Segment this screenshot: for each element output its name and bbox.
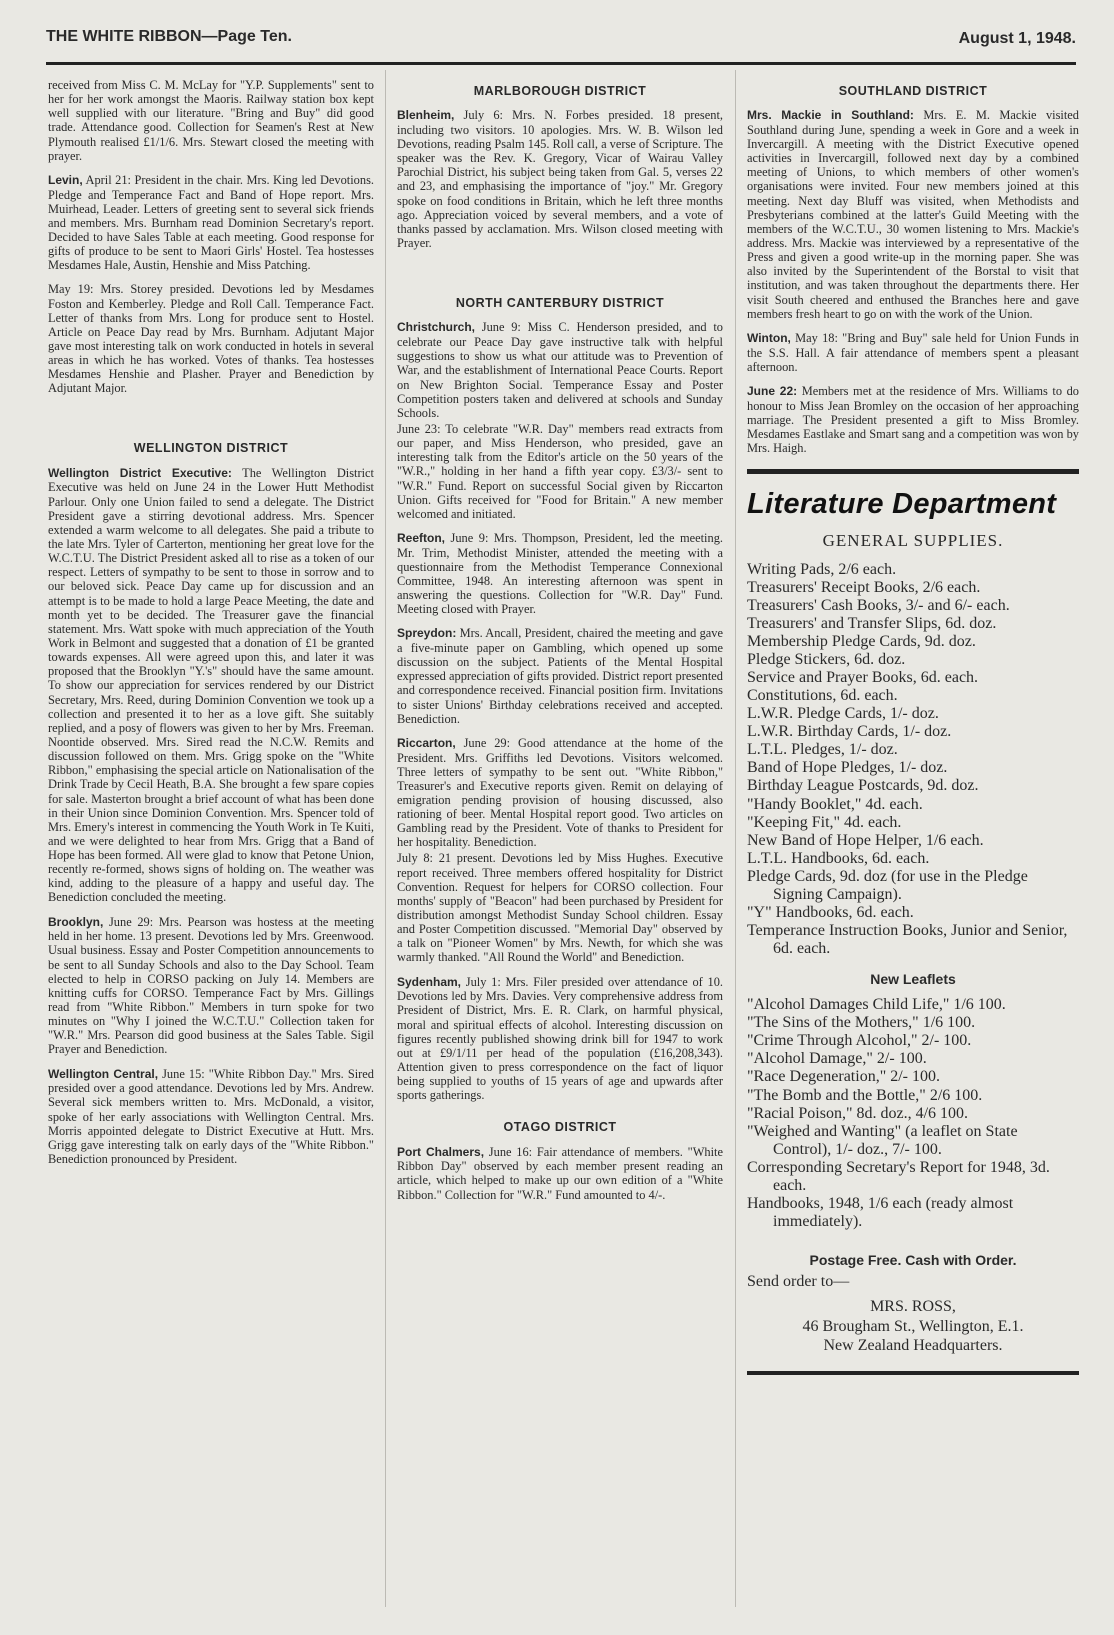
report-port-chalmers	[397, 1145, 723, 1202]
list-item: Handbooks, 1948, 1/6 each (ready almost immediately).	[747, 1195, 1014, 1231]
report-mackie	[747, 108, 1079, 321]
report-name: Christchurch,	[397, 320, 476, 335]
report-winton	[747, 331, 1079, 374]
report-name: Sydenham,	[397, 974, 462, 989]
report-name: Wellington Central,	[48, 1066, 159, 1081]
column-divider	[385, 70, 386, 1607]
report-christchurch	[397, 320, 723, 420]
report-text: June 9: Miss C. Henderson presided, and to celebrate our Peace Day gave instructive talk with helpful suggestions to show us what our attitude was to Prevention of War, and the establishment of International Peace Courts. Report on New Brighton Social. Temperance Essay and Poster Competition posters taken and delivered at schools and Sunday Schools.	[397, 320, 723, 420]
list-item: New Band of Hope Helper, 1/6 each.	[747, 831, 984, 849]
list-item: Pledge Stickers, 6d. doz.	[747, 650, 906, 668]
district-heading: WELLINGTON DISTRICT	[133, 441, 289, 456]
report-june22	[747, 384, 1079, 455]
report-name: Mrs. Mackie in Southland:	[747, 108, 914, 123]
list-item: L.W.R. Pledge Cards, 1/- doz.	[747, 705, 939, 723]
report-text: July 1: Mrs. Filer presided over attendance of 10. Devotions led by Mrs. Davies. Very comprehensive address from President of District, Mrs. E. R. Clark, on harmful physical, moral and spiritual effects of alcohol. Interesting discussion on figures recently published showing drink bill for 1947 to work out at £9/1/11 per head of the population (£16,208,343). Attention given to press correspondence on the fact of liquor being supplied to youths of 15 years of age and upwards after sports gatherings.	[397, 974, 723, 1103]
report-blenheim	[397, 108, 723, 250]
report-text: The Wellington District Executive was held on June 24 in the Lower Hutt Methodist Parlour. Only one Union failed to send a delegate. The District President gave a stirring devotional address. Mrs. Spencer extended a warm welcome to all delegates. She paid a tribute to the late Mrs. Tyler of Carterton, mentioning her great love for the W.C.T.U. The District President asked all to rise as a token of our respect. Letters of sympathy to be sent to those in sorrow and to our beloved sick. Peace Day came up for discussion and an attempt is to be made to hold a large Peace Meeting, the date and month yet to be decided. The Treasurer gave the financial statement. Mrs. Watt spoke with much appreciation of the Youth Work in Belmont and suggested that a donation of £1 be granted towards expenses. All were agreed upon this, and later it was proposed that the Brooklyn "Y.'s" should have the same amount. To show our appreciation for services rendered by our District Secretary, Mrs. Reed, during Dominion Convention we took up a collection and presented it to her as a love gift. She suitably replied, and a posy of flowers was given to her by Mrs. Freeman. Noontide observed. Mrs. Sired read the N.C.W. Remits and discussion followed on them. Mrs. Grigg spoke on the "White Ribbon," emphasising the special article on Nationalisation of the Drink Trade by Cecil Heath, B.A. She brought a few spare copies for sale. Masterton brought a brief account of what has been done in their Union since Dominion Convention. Mrs. Spencer told of Mrs. Emery's interest in commencing the Youth Work in Te Kuiti, and we were delighted to hear from Mrs. Grigg that a Band of Hope has been formed. All were glad to know that Petone Union, recently re-formed, shows signs of holding on. The weather was kind, adding to the pleasure of a happy and useful day. The Benediction concluded the meeting.	[48, 465, 374, 905]
list-item: "Alcohol Damage," 2/- 100.	[747, 1050, 927, 1068]
report-text: May 18: "Bring and Buy" sale held for Union Funds in the S.S. Hall. A fair attendance of members spent a pleasant afternoon.	[747, 330, 1079, 374]
list-item: L.W.R. Birthday Cards, 1/- doz.	[747, 723, 952, 741]
district-heading: MARLBOROUGH DISTRICT	[473, 84, 647, 98]
report-wellington-central	[48, 1067, 374, 1167]
header-rule	[46, 62, 1076, 65]
list-item: "The Sins of the Mothers," 1/6 100.	[747, 1014, 976, 1032]
report-text: June 16: Fair attendance of members. "White Ribbon Day" observed by each member present reading an article, which helped to make up our own edition of a "White Ribbon." Collection for "W.R." Fund amounted to 4/-.	[397, 1144, 723, 1202]
list-item: Membership Pledge Cards, 9d. doz.	[747, 632, 976, 650]
list-item: "Racial Poison," 8d. doz., 4/6 100.	[747, 1104, 969, 1122]
report-text: Mrs. E. M. Mackie visited Southland during June, spending a week in Gore and a week in Invercargill. A meeting with the District Executive opened activities in Invercargill, followed next day by a combined meeting of Unions, to which members of other women's organisations were invited. Four new members joined at this meeting. Next day Bluff was visited, when Methodists and Presbyterians combined at the latter's Guild Meeting with the members of the W.C.T.U., 30 women listening to Mrs. Mackie's address. Mrs. Mackie was interviewed by a representative of the Press and given a good write-up in the morning paper. She was also invited by the Superintendent of the Borstal to visit that institution, and was taken throughout the departments there. Her visit South cheered and enthused the Branches here and gave members fresh heart to go on with the work of the Union.	[747, 108, 1079, 321]
column-divider	[735, 70, 736, 1607]
report-name: Blenheim,	[397, 108, 455, 123]
report-name: Riccarton,	[397, 735, 456, 750]
list-item: Constitutions, 6d. each.	[747, 687, 898, 705]
report-text: Members met at the residence of Mrs. Williams to do honour to Miss Jean Bromley on the occasion of her approaching marriage. The President presented a gift to Miss Bromley. Mesdames Eastlake and Smart sang and a competition was won by Mrs. Haigh.	[747, 383, 1079, 455]
list-item: Pledge Cards, 9d. doz (for use in the Pledge Signing Campaign).	[747, 867, 1028, 903]
list-item: "The Bomb and the Bottle," 2/6 100.	[747, 1086, 983, 1104]
list-item: Treasurers' and Transfer Slips, 6d. doz.	[747, 614, 997, 632]
report-levin	[48, 173, 374, 273]
list-item: "Handy Booklet," 4d. each.	[747, 795, 923, 813]
district-heading: SOUTHLAND DISTRICT	[838, 84, 988, 98]
report-name: Wellington District Executive:	[48, 465, 232, 480]
report-levin-may: May 19: Mrs. Storey presided. Devotions led by Mesdames Foston and Kemberley. Pledge and Roll Call. Temperance Fact. Letter of thanks from Mrs. Long for produce sent to Hostel. Article on Peace Day read by Mrs. Burnham. Adjutant Major gave most interesting talk on work conducted in hotels in several areas in which he has worked. Votes of thanks. Tea hostesses Mesdames Henshie and Plasher. Prayer and Benediction by Adjutant Major.	[48, 282, 374, 396]
list-item: Band of Hope Pledges, 1/- doz.	[747, 759, 948, 777]
report-riccarton	[397, 736, 723, 850]
report-christchurch-june23: June 23: To celebrate "W.R. Day" members read extracts from our paper, and Miss Henderson, who presided, gave an interesting talk from the Editor's article on the 50 years of the "W.R.," holding in her hand a fifth year copy. £3/3/- sent to "W.R." Fund. Report on successful Social given by Riccarton Union. Gifts received for "Food for Britain." A new member welcomed and initiated.	[397, 421, 723, 521]
report-text: June 9: Mrs. Thompson, President, led the meeting. Mr. Trim, Methodist Minister, attended the meeting with a questionnaire from the Methodist Temperance Connexional Committee, 1948. An interesting afternoon was spent in answering the questions. Collection for "W.R. Day" Fund. Meeting closed with Prayer.	[397, 530, 723, 617]
list-item: Writing Pads, 2/6 each.	[747, 560, 897, 578]
report-reefton	[397, 531, 723, 616]
address-hq: New Zealand Headquarters.	[823, 1336, 1003, 1354]
list-item: "Keeping Fit," 4d. each.	[747, 813, 902, 831]
supplies-list	[747, 561, 1079, 959]
issue-date: August 1, 1948.	[958, 30, 1076, 47]
list-item: "Crime Through Alcohol," 2/- 100.	[747, 1032, 972, 1050]
list-item: L.T.L. Handbooks, 6d. each.	[747, 849, 930, 867]
report-name: Winton,	[747, 330, 791, 345]
column-middle	[397, 78, 723, 1618]
leaflets-heading: New Leaflets	[870, 971, 956, 988]
report-name: Spreydon:	[397, 626, 457, 641]
list-item: Birthday League Postcards, 9d. doz.	[747, 777, 979, 795]
address-name: MRS. ROSS,	[870, 1298, 956, 1316]
list-item: Temperance Instruction Books, Junior and Senior, 6d. each.	[747, 922, 1068, 958]
report-text: July 6: Mrs. N. Forbes presided. 18 present, including two visitors. 10 apologies. Mrs. W. B. Wilson led Devotions, reading Psalm 145. Roll call, a verse of Scripture. The speaker was the Rev. K. Gregory, Vicar of Wairau Valley Parochial District, his subject being taken from Gal. 5, verses 22 and 23, and emphasising the importance of "joy." Mr. Gregory spoke on food conditions in Britain, which he left three months ago. Appreciation voiced by several members, and a vote of thanks passed by acclamation. Mrs. Wilson closed meeting with Prayer.	[397, 108, 723, 251]
list-item: "Alcohol Damages Child Life," 1/6 100.	[747, 996, 1006, 1014]
report-name: Port Chalmers,	[397, 1144, 485, 1159]
report-name: Reefton,	[397, 530, 445, 545]
list-item: "Y" Handbooks, 6d. each.	[747, 903, 914, 921]
report-name: June 22:	[747, 383, 798, 398]
district-heading: OTAGO DISTRICT	[503, 1120, 617, 1135]
report-brooklyn	[48, 915, 374, 1057]
report-text: June 15: "White Ribbon Day." Mrs. Sired presided over a good attendance. Devotions led by Mrs. Andrew. Several sick members written to. Mrs. McDonald, a visitor, spoke of her early associations with Wellington Central. Mrs. Morris appointed delegate to District Executive at Hutt. Mrs. Grigg gave interesting talk on early days of the "White Ribbon." Benediction pronounced by President.	[48, 1066, 374, 1166]
column-left	[48, 78, 374, 1618]
list-item: Corresponding Secretary's Report for 1948, 3d. each.	[747, 1158, 1050, 1194]
report-riccarton-july8: July 8: 21 present. Devotions led by Miss Hughes. Executive report received. Three members offered hospitality for District Convention. Request for helpers for CORSO collection. Four months' supply of "Beacon" had been purchased by President for distribution amongst Methodist Sunday School children. Essay and Poster Competition discussed. "Memorial Day" observed by a talk on "Pioneer Women" by Mrs. Newth, for which she was warmly thanked. "All Round the World" and Benediction.	[397, 851, 723, 965]
leaflets-list	[747, 996, 1079, 1231]
district-heading: NORTH CANTERBURY DISTRICT	[455, 296, 665, 311]
report-name: Levin,	[48, 172, 83, 187]
send-order-to: Send order to—	[747, 1273, 850, 1291]
section-rule	[747, 469, 1079, 474]
list-item: Service and Prayer Books, 6d. each.	[747, 668, 979, 686]
report-text: Mrs. Ancall, President, chaired the meeting and gave a five-minute paper on Gambling, which opened up some discussion on the subject. Patients of the Mental Hospital expressed appreciation of gifts provided. District report presented and correspondence received. Financial position firm. Invitations to sister Unions' Birthday celebrations received and accepted. Benediction.	[397, 626, 723, 726]
literature-title: Literature Department	[747, 488, 1057, 521]
address-block	[747, 1297, 1079, 1355]
report-text: June 29: Good attendance at the home of the President. Mrs. Griffiths led Devotions. Visitors welcomed. Three letters of sympathy to be sent out. "White Ribbon," Treasurer's and Executive reports given. Remit on delaying of emigration pending provision of housing discussed, also rationing of beer. Mental Hospital report good. Two articles on Gambling read by the President. Vote of thanks to President for her hospitality. Benediction.	[397, 735, 723, 850]
report-spreydon	[397, 626, 723, 726]
page-header	[46, 24, 1076, 54]
list-item: Treasurers' Cash Books, 3/- and 6/- each.	[747, 596, 1010, 614]
report-text: April 21: President in the chair. Mrs. King led Devotions. Pledge and Temperance Fact and Band of Hope report. Mrs. Muirhead, Leader. Letters of greeting sent to several sick friends and members. Mrs. Burnham read Dominion Secretary's report. Decided to have Sales Table at each meeting. Good response for gifts of produce to be sent to Maori Girls' Hostel. Tea hostesses Mesdames Hale, Austin, Henshie and Miss Patching.	[48, 172, 374, 273]
list-item: L.T.L. Pledges, 1/- doz.	[747, 741, 898, 759]
column-right	[747, 78, 1079, 1618]
bottom-rule	[747, 1371, 1079, 1375]
report-sydenham	[397, 975, 723, 1103]
article-continuation: received from Miss C. M. McLay for "Y.P. Supplements" sent to her for her work amongst the Maoris. Railway station box kept well supplied with our literature. "Bring and Buy" did good trade. Attendance good. Collection for Seamen's Rest at New Plymouth realised £1/1/6. Mrs. Stewart closed the meeting with prayer.	[48, 78, 374, 163]
report-name: Brooklyn,	[48, 914, 104, 929]
list-item: Treasurers' Receipt Books, 2/6 each.	[747, 578, 981, 596]
report-wellington-district-executive	[48, 466, 374, 905]
list-item: "Weighed and Wanting" (a leaflet on State Control), 1/- doz., 7/- 100.	[747, 1122, 1018, 1158]
page-title: THE WHITE RIBBON—Page Ten.	[46, 28, 292, 45]
supplies-heading: GENERAL SUPPLIES.	[822, 531, 1004, 551]
list-item: "Race Degeneration," 2/- 100.	[747, 1068, 940, 1086]
report-text: June 29: Mrs. Pearson was hostess at the meeting held in her home. 13 present. Devotions led by Mrs. Greenwood. Usual business. Essay and Poster Competition announcements to be sent to all Sunday Schools and also to the Day School. Team elected to help in CORSO packing on July 14. Members are knitting cuffs for CORSO. Temperance Fact by Mrs. Gillings read from "White Ribbon." Members in turn spoke for two minutes on "Why I joined the W.C.T.U." Collection taken for "W.R." Mrs. Pearson did good business at the Sales Table. Sigil Prayer and Benediction.	[48, 914, 374, 1057]
postage-note: Postage Free. Cash with Order.	[809, 1252, 1017, 1269]
address-street: 46 Brougham St., Wellington, E.1.	[802, 1317, 1024, 1335]
